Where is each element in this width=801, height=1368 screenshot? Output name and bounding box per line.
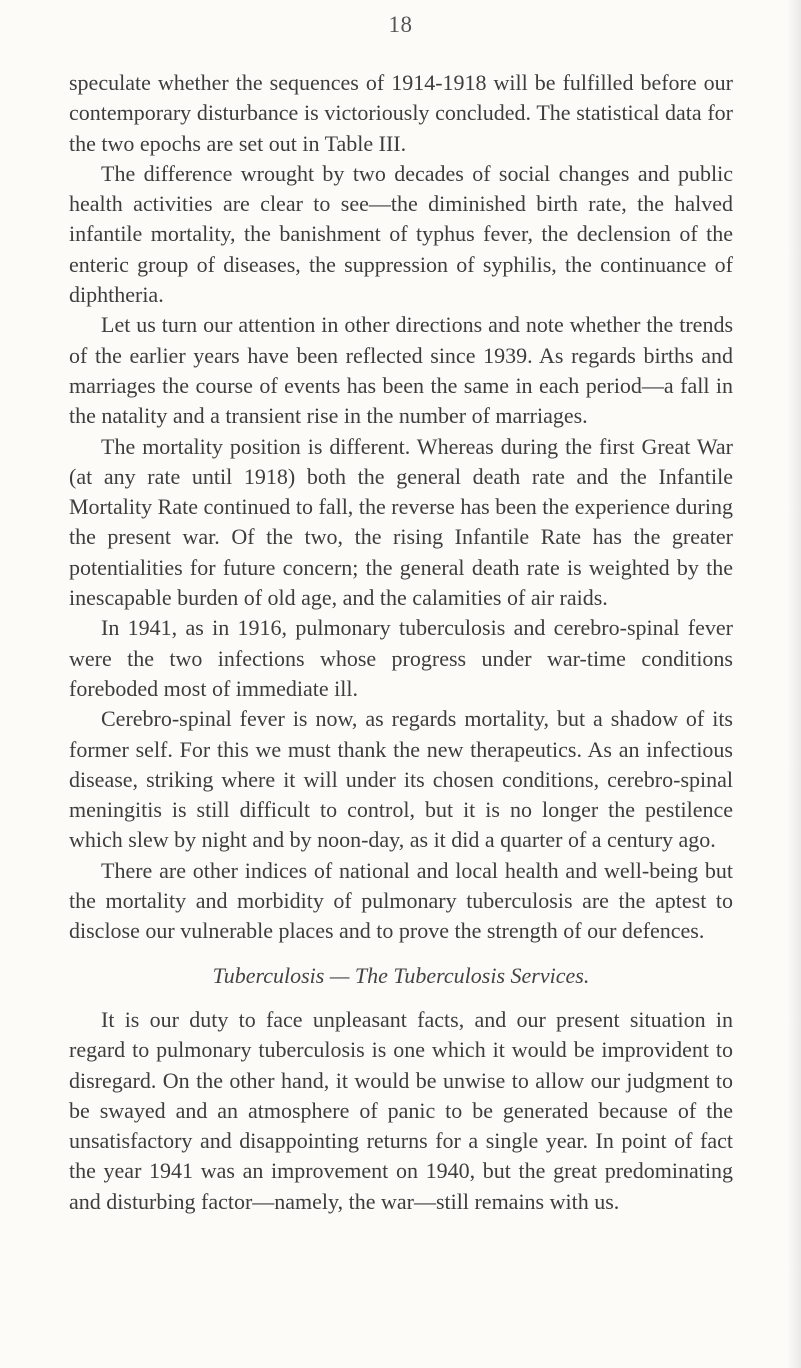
paragraph-trends-since-1939: Let us turn our attention in other directions and note whether the trends of the earlier years have been reflected since 1939. As regards births and marriages the course of events has been the same in each period—a fall in the natality and a transient rise in the number of marriages. (69, 312, 733, 429)
paragraph-duty-to-face-facts: It is our duty to face unpleasant facts, and our present situation in regard to pulmonary tuberculosis is one which it would be improvident to disregard. On the other hand, it would be unwise to allow our judgment to be swayed and an atmosphere of panic to be generated because of the unsatisfactory and disappointing returns for a single year. In point of fact the year 1941 was an improvement on 1940, but the great predominating and disturbing factor—namely, the war—still remains with us. (69, 1006, 733, 1214)
paragraph-cerebro-spinal-fever: Cerebro-spinal fever is now, as regards mortality, but a shadow of its former self. For this we must thank the new therapeutics. As an infectious disease, striking where it will under its chosen conditions, cerebro-spinal meningitis is still difficult to control, but it is no longer the pestilence which slew by night and by noon-day, as it did a quarter of a century ago. (69, 706, 733, 853)
paragraph-infections-1941: In 1941, as in 1916, pulmonary tuberculosis and cerebro-spinal fever were the two infections whose progress under war-time conditions foreboded most of immediate ill. (69, 615, 733, 701)
paragraph-other-indices: There are other indices of national and local health and well-being but the mortality and morbidity of pulmonary tuberculosis are the aptest to disclose our vulnerable places and to prove the strength of our defences. (69, 857, 733, 944)
page-edge-shadow (787, 0, 801, 1368)
page-number: 18 (388, 12, 413, 37)
paragraph-mortality-position: The mortality position is different. Whereas during the first Great War (at any rate until 1918) both the general death rate and the Infantile Mortality Rate continued to fall, the reverse has been the experience during the present war. Of the two, the rising Infantile Rate has the greater potentialities for future concern; the general death rate is weighted by the inescapable burden of old age, and the calamities of air raids. (69, 433, 733, 611)
page-body (69, 68, 733, 1217)
paragraph-continuation: speculate whether the sequences of 1914-1918 will be fulfilled before our contemporary disturbance is victoriously concluded. The statistical data for the two epochs are set out in Table III. (69, 70, 733, 156)
paragraph-two-decades: The difference wrought by two decades of social changes and public health activities are clear to see—the diminished birth rate, the halved infantile mortality, the banishment of typhus fever, the declension of the enteric group of diseases, the suppression of syphilis, the continuance of diphtheria. (69, 160, 733, 308)
section-heading-tuberculosis: Tuberculosis — The Tuberculosis Services. (212, 962, 590, 988)
